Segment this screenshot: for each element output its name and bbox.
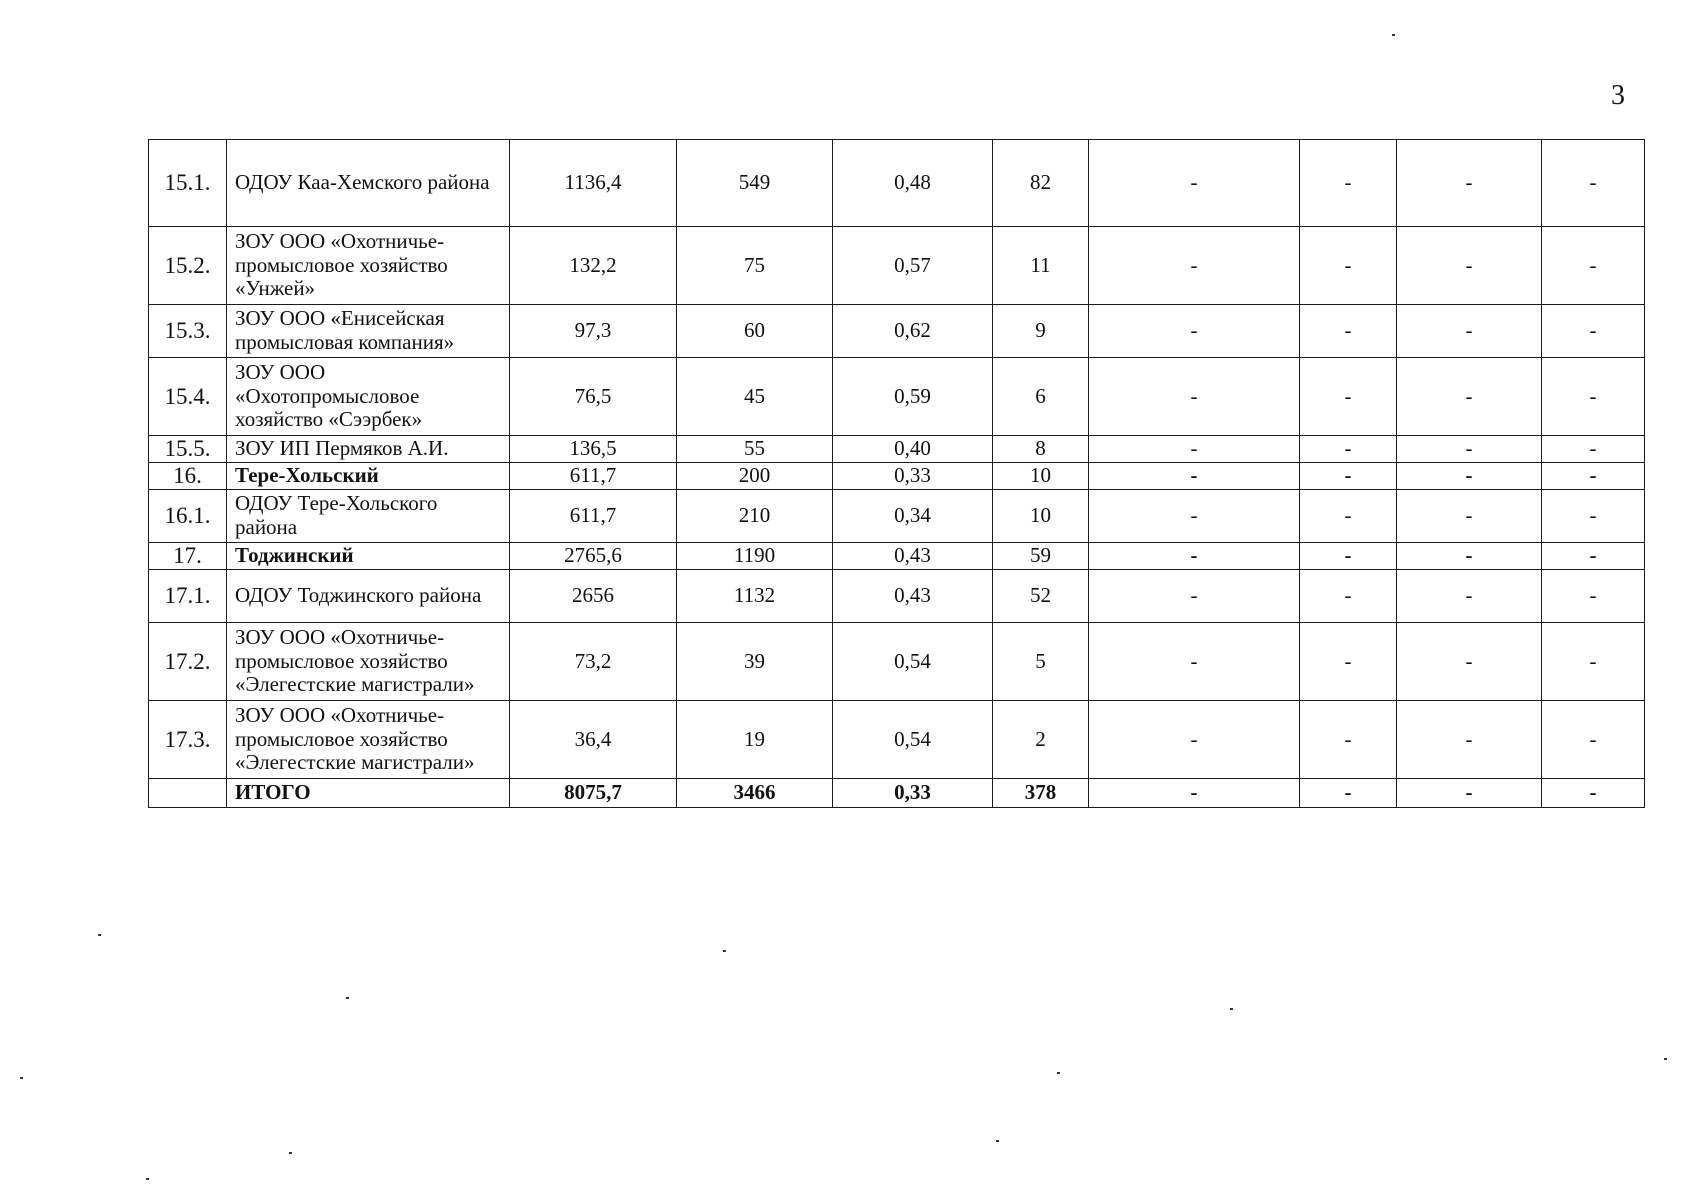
cell-area: 36,4 bbox=[510, 701, 677, 779]
cell-dash: - bbox=[1300, 779, 1397, 808]
table-row bbox=[149, 623, 1645, 701]
cell-dash: - bbox=[1542, 543, 1645, 570]
row-name: ОДОУ Каа-Хемского района bbox=[227, 140, 510, 227]
row-number: 15.2. bbox=[149, 227, 227, 305]
cell-dash: - bbox=[1397, 305, 1542, 358]
row-number: 17.2. bbox=[149, 623, 227, 701]
cell-quota: 5 bbox=[993, 623, 1089, 701]
cell-dash: - bbox=[1300, 463, 1397, 490]
row-name: ЗОУ ИП Пермяков А.И. bbox=[227, 436, 510, 463]
row-name: ЗОУ ООО «Енисейская промысловая компания» bbox=[227, 305, 510, 358]
cell-density: 0,54 bbox=[833, 701, 993, 779]
cell-dash: - bbox=[1089, 436, 1300, 463]
cell-dash: - bbox=[1300, 140, 1397, 227]
cell-count: 75 bbox=[677, 227, 833, 305]
cell-dash: - bbox=[1542, 490, 1645, 543]
row-number: 16. bbox=[149, 463, 227, 490]
cell-quota: 378 bbox=[993, 779, 1089, 808]
cell-dash: - bbox=[1089, 570, 1300, 623]
cell-density: 0,33 bbox=[833, 463, 993, 490]
row-name: ЗОУ ООО «Охотничье-промысловое хозяйство «Элегестские магистрали» bbox=[227, 623, 510, 701]
cell-count: 45 bbox=[677, 358, 833, 436]
table-row bbox=[149, 140, 1645, 227]
cell-dash: - bbox=[1089, 543, 1300, 570]
table-row bbox=[149, 358, 1645, 436]
row-number: 15.3. bbox=[149, 305, 227, 358]
scan-speck bbox=[1230, 1008, 1233, 1010]
cell-dash: - bbox=[1300, 623, 1397, 701]
cell-area: 76,5 bbox=[510, 358, 677, 436]
row-name: ЗОУ ООО «Охотничье-промысловое хозяйство «Унжей» bbox=[227, 227, 510, 305]
cell-dash: - bbox=[1542, 463, 1645, 490]
cell-dash: - bbox=[1542, 701, 1645, 779]
cell-dash: - bbox=[1542, 570, 1645, 623]
cell-dash: - bbox=[1542, 358, 1645, 436]
cell-dash: - bbox=[1397, 490, 1542, 543]
cell-dash: - bbox=[1300, 543, 1397, 570]
cell-dash: - bbox=[1089, 779, 1300, 808]
cell-count: 55 bbox=[677, 436, 833, 463]
table-row bbox=[149, 543, 1645, 570]
row-number bbox=[149, 779, 227, 808]
table-row bbox=[149, 227, 1645, 305]
table-body bbox=[149, 140, 1645, 808]
cell-count: 210 bbox=[677, 490, 833, 543]
cell-quota: 82 bbox=[993, 140, 1089, 227]
cell-dash: - bbox=[1397, 701, 1542, 779]
cell-quota: 6 bbox=[993, 358, 1089, 436]
cell-count: 3466 bbox=[677, 779, 833, 808]
scan-speck bbox=[346, 997, 349, 999]
cell-dash: - bbox=[1397, 623, 1542, 701]
row-name: ЗОУ ООО «Охотничье-промысловое хозяйство «Элегестские магистрали» bbox=[227, 701, 510, 779]
table-row bbox=[149, 305, 1645, 358]
cell-dash: - bbox=[1089, 140, 1300, 227]
cell-density: 0,54 bbox=[833, 623, 993, 701]
cell-dash: - bbox=[1089, 358, 1300, 436]
cell-quota: 52 bbox=[993, 570, 1089, 623]
table-row bbox=[149, 436, 1645, 463]
cell-area: 611,7 bbox=[510, 490, 677, 543]
data-table bbox=[148, 139, 1645, 808]
table-row bbox=[149, 701, 1645, 779]
cell-quota: 2 bbox=[993, 701, 1089, 779]
cell-count: 1132 bbox=[677, 570, 833, 623]
row-name: ЗОУ ООО «Охотопромысловое хозяйство «Сээрбек» bbox=[227, 358, 510, 436]
cell-density: 0,43 bbox=[833, 543, 993, 570]
cell-dash: - bbox=[1300, 701, 1397, 779]
table-row-total bbox=[149, 779, 1645, 808]
cell-dash: - bbox=[1542, 140, 1645, 227]
row-number: 16.1. bbox=[149, 490, 227, 543]
cell-dash: - bbox=[1300, 305, 1397, 358]
row-name: Тоджинский bbox=[227, 543, 510, 570]
row-name: ОДОУ Тоджинского района bbox=[227, 570, 510, 623]
cell-area: 8075,7 bbox=[510, 779, 677, 808]
cell-dash: - bbox=[1542, 436, 1645, 463]
cell-density: 0,33 bbox=[833, 779, 993, 808]
cell-count: 1190 bbox=[677, 543, 833, 570]
cell-area: 2656 bbox=[510, 570, 677, 623]
page-number: 3 bbox=[1611, 80, 1625, 111]
cell-count: 549 bbox=[677, 140, 833, 227]
table-row bbox=[149, 490, 1645, 543]
cell-quota: 10 bbox=[993, 463, 1089, 490]
row-number: 17. bbox=[149, 543, 227, 570]
cell-count: 60 bbox=[677, 305, 833, 358]
cell-dash: - bbox=[1300, 358, 1397, 436]
row-number: 15.4. bbox=[149, 358, 227, 436]
cell-area: 97,3 bbox=[510, 305, 677, 358]
cell-dash: - bbox=[1300, 570, 1397, 623]
scan-speck bbox=[20, 1077, 23, 1079]
row-number: 15.5. bbox=[149, 436, 227, 463]
row-number: 17.1. bbox=[149, 570, 227, 623]
cell-dash: - bbox=[1089, 463, 1300, 490]
cell-dash: - bbox=[1397, 543, 1542, 570]
table-row bbox=[149, 570, 1645, 623]
cell-quota: 9 bbox=[993, 305, 1089, 358]
cell-dash: - bbox=[1300, 436, 1397, 463]
cell-density: 0,34 bbox=[833, 490, 993, 543]
cell-count: 19 bbox=[677, 701, 833, 779]
cell-dash: - bbox=[1089, 701, 1300, 779]
cell-dash: - bbox=[1397, 779, 1542, 808]
cell-density: 0,59 bbox=[833, 358, 993, 436]
cell-density: 0,43 bbox=[833, 570, 993, 623]
scan-speck bbox=[1664, 1058, 1667, 1060]
cell-density: 0,57 bbox=[833, 227, 993, 305]
cell-dash: - bbox=[1397, 358, 1542, 436]
cell-area: 136,5 bbox=[510, 436, 677, 463]
cell-quota: 59 bbox=[993, 543, 1089, 570]
scan-speck bbox=[996, 1140, 999, 1142]
scan-speck bbox=[1392, 34, 1395, 36]
cell-dash: - bbox=[1089, 490, 1300, 543]
cell-count: 200 bbox=[677, 463, 833, 490]
cell-dash: - bbox=[1300, 490, 1397, 543]
cell-dash: - bbox=[1542, 305, 1645, 358]
cell-dash: - bbox=[1089, 227, 1300, 305]
scan-speck bbox=[1057, 1072, 1060, 1074]
scan-speck bbox=[723, 950, 726, 952]
scan-speck bbox=[146, 1178, 149, 1180]
cell-density: 0,48 bbox=[833, 140, 993, 227]
table-row bbox=[149, 463, 1645, 490]
cell-area: 611,7 bbox=[510, 463, 677, 490]
cell-dash: - bbox=[1397, 227, 1542, 305]
row-name: ИТОГО bbox=[227, 779, 510, 808]
cell-dash: - bbox=[1542, 227, 1645, 305]
row-name: ОДОУ Тере-Хольского района bbox=[227, 490, 510, 543]
cell-dash: - bbox=[1397, 570, 1542, 623]
row-name: Тере-Хольский bbox=[227, 463, 510, 490]
cell-count: 39 bbox=[677, 623, 833, 701]
cell-area: 73,2 bbox=[510, 623, 677, 701]
cell-area: 2765,6 bbox=[510, 543, 677, 570]
cell-dash: - bbox=[1542, 779, 1645, 808]
cell-density: 0,40 bbox=[833, 436, 993, 463]
cell-dash: - bbox=[1397, 463, 1542, 490]
cell-area: 132,2 bbox=[510, 227, 677, 305]
row-number: 17.3. bbox=[149, 701, 227, 779]
cell-quota: 8 bbox=[993, 436, 1089, 463]
cell-density: 0,62 bbox=[833, 305, 993, 358]
cell-area: 1136,4 bbox=[510, 140, 677, 227]
cell-dash: - bbox=[1300, 227, 1397, 305]
scan-speck bbox=[98, 934, 101, 936]
cell-dash: - bbox=[1397, 436, 1542, 463]
row-number: 15.1. bbox=[149, 140, 227, 227]
cell-dash: - bbox=[1089, 305, 1300, 358]
cell-dash: - bbox=[1089, 623, 1300, 701]
scan-speck bbox=[289, 1152, 292, 1154]
cell-dash: - bbox=[1542, 623, 1645, 701]
cell-quota: 11 bbox=[993, 227, 1089, 305]
cell-dash: - bbox=[1397, 140, 1542, 227]
cell-quota: 10 bbox=[993, 490, 1089, 543]
